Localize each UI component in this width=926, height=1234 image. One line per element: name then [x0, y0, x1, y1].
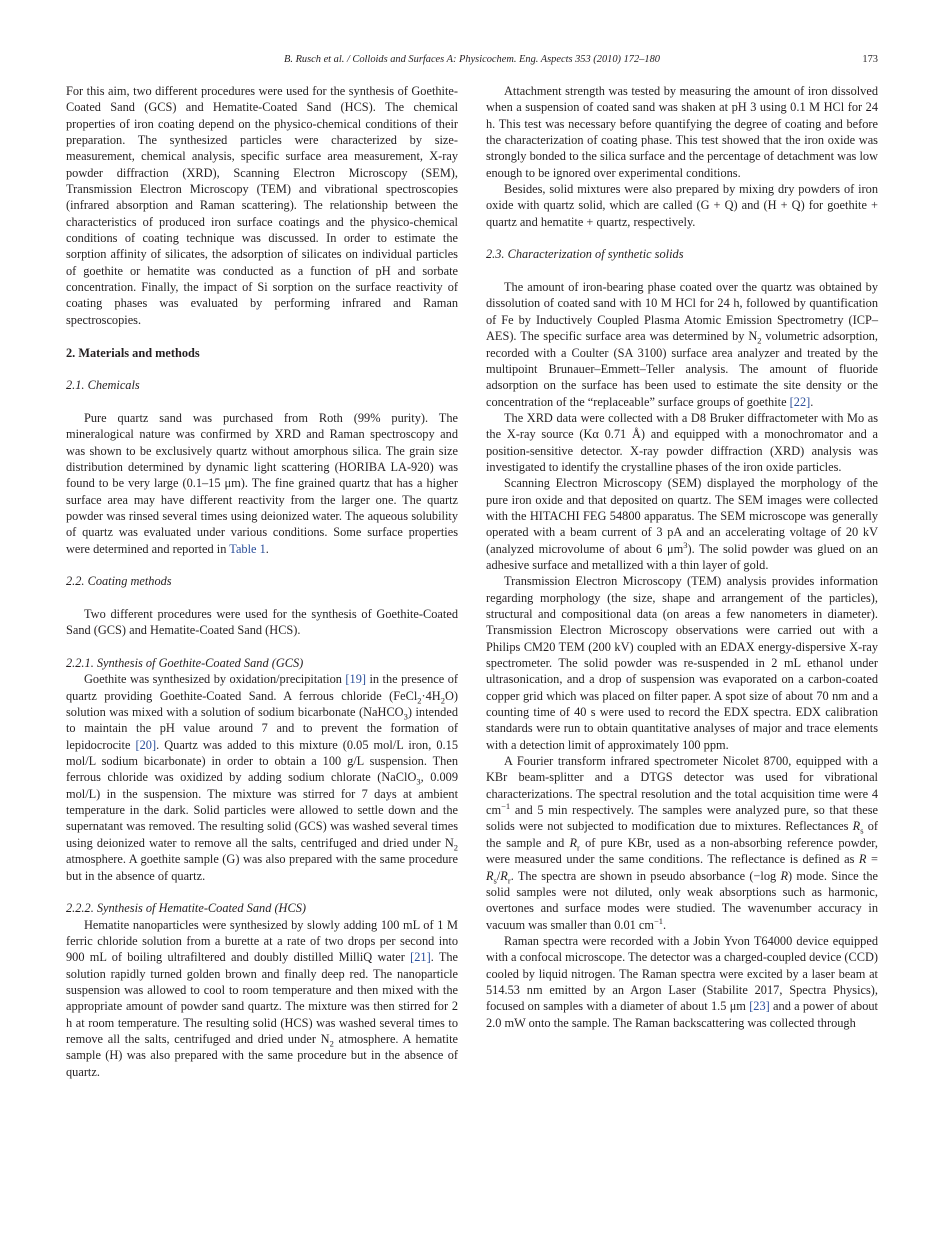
chemicals-paragraph: Pure quartz sand was purchased from Roth (99% purity). The mineralogical nature was confirmed by XRD and Raman spectroscopy and was shown to be exclusively quartz without amorphous silica. The grain size distribution determined by dynamic light scattering (HORIBA LA-920) was found to be very large (0.1–15 μm). The fine grained quartz that has a higher surface area may have different reactivity from the larger one. The quartz powder was rinsed several times using deionized water. The aqueous solubility of quartz was evaluated under various conditions. Some surface properties were determined and reported in Table 1. [66, 410, 458, 556]
ref-22-link[interactable]: [22] [789, 394, 811, 409]
gcs-paragraph: Goethite was synthesized by oxidation/precipitation [19] in the presence of quartz providing Goethite-Coated Sand. A ferrous chloride $(FeCl_2\cdot 4H_2O)$ solution was mixed with a solution of sodium bicarbonate (NaHCO$_3$) intended to maintain the pH value around 7 and to prevent the formation of lepidocrocite [20]. Quartz was added to this mixture (0.05 mol/L iron, 0.15 mol/L sodium bicarbonate) in order to obtain a 100 g/L suspension. Then ferrous chloride was oxidized by adding sodium chlorate (NaClO$_3$, 0.009 mol/L) in the suspension. The mixture was stirred for 7 days at ambient temperature in the dark. Solid particles were allowed to settle down and the supernatant was removed. The resulting solid (GCS) was washed several times using deionized water to remove all the salts, centrifuged and dried under $N_2$ atmosphere. A goethite sample (G) was also prepared with the same procedure but in the absence of quartz. [66, 672, 459, 883]
table-1-link[interactable]: Table 1 [229, 541, 266, 556]
attachment-paragraph: Attachment strength was tested by measuring the amount of iron dissolved when a suspension of coated sand was shaken at pH 3 using 0.1 M HCl for 24 h. This test was necessary before quantifying the degree of coating and before the characterization of coating phase. This test showed that the iron oxide was strongly bonded to the silica surface and the percentage of detachment was low enough to be ignored over experimental conditions. [486, 84, 878, 180]
xrd-paragraph: The XRD data were collected with a D8 Bruker diffractometer with Mo as the X-ray source (Kα 0.71 Å) and equipped with a monochromator and a position-sensitive detector. X-ray powder diffraction (XRD) analysis was investigated to identify the crystalline phases of the iron oxide particles. [486, 410, 878, 474]
subsection-heading-hcs: 2.2.2. Synthesis of Hematite-Coated Sand (HCS) [66, 901, 306, 916]
running-header [66, 54, 878, 70]
raman-paragraph: Raman spectra were recorded with a Jobin Yvon T64000 device equipped with a confocal microscope. The detector was a charged-coupled device (CCD) cooled by liquid nitrogen. The Raman spectra were excited by a laser beam at 514.53 nm emitted by an Argon Laser (Stabilite 2017, Spectra Physics), focused on samples with a diameter of about 1.5 μm [23] and a power of about 2.0 mW onto the sample. The Raman backscattering was collected through [486, 933, 878, 1030]
page-number: 173 [862, 54, 878, 65]
characterization-paragraph: The amount of iron-bearing phase coated over the quartz was obtained by dissolution of coated sand with 10 M HCl for 24 h, followed by quantification of Fe by Inductively Coupled Plasma Atomic Emission Spectrometry (ICP–AES). The specific surface area was determined by $N_2$ volumetric adsorption, recorded with a Coulter (SA 3100) surface area analyzer and treated by the multipoint Brunauer–Emmett–Teller analysis. The amount of fluoride adsorption on the surface has been used to estimate the site density or the concentration of the “replaceable” surface groups of goethite [22]. [486, 280, 878, 409]
mixtures-paragraph: Besides, solid mixtures were also prepared by mixing dry powders of iron oxide with quartz solid, which are called (G + Q) and (H + Q) for goethite + quartz and hematite + quartz, respectively. [486, 182, 878, 229]
subsection-heading-chemicals: 2.1. Chemicals [66, 378, 140, 393]
sem-paragraph: Scanning Electron Microscopy (SEM) displayed the morphology of the pure iron oxide and that deposited on quartz. The SEM images were collected with the HITACHI FEG 54800 apparatus. The SEM microscope was generally operated with a beam current of 3 pA and an accelerating voltage of 20 kV (analyzed microvolume of about 6 $\mu m^3$). The solid powder was glued on an adhesive surface and metallized with a thin layer of gold. [486, 476, 878, 572]
subsection-heading-characterization: 2.3. Characterization of synthetic solids [486, 247, 684, 262]
ref-21-link[interactable]: [21] [410, 950, 431, 965]
tem-paragraph: Transmission Electron Microscopy (TEM) analysis provides information regarding morphology (the size, shape and arrangement of the particles), structural and compositional data (on areas a few nanometers in diameter). Transmission Electron Microscopy observations were carried out with a Philips CM20 TEM (200 kV) coupled with an EDAX energy-dispersive X-ray spectrometer. The solid powder was re-suspended in 2 mL ethanol under ultrasonication, and a drop of suspension was evaporated on a carbon-coated copper grid which was placed on filter paper. A spot size of about 70 nm and a counting time of 40 s were used to record the EDX spectra. EDX calibration standards were run to obtain quantitative analyses of major and trace elements with a detection limit of approximately 100 ppm. [486, 574, 878, 752]
ref-20-link[interactable]: [20] [135, 737, 157, 752]
intro-paragraph: For this aim, two different procedures were used for the synthesis of Goethite-Coated Sand (GCS) and Hematite-Coated Sand (HCS). The chemical properties of iron coating depend on the physico-chemical conditions of their preparation. The synthesized particles were characterized by size-measurement, chemical analysis, specific surface area measurement, X-ray powder diffraction (XRD), Scanning Electron Microscopy (SEM), Transmission Electron Microscopy (TEM) and vibrational spectroscopies (infrared absorption and Raman scattering). The relationship between the characteristics of produced iron surface coatings and the physico-chemical conditions of coating technique was discussed. In order to estimate the sorption affinity of silicates, the adsorption of silicates on individual particles of goethite or hematite was conducted as a function of pH and sorbate concentration. Finally, the impact of Si sorption on the surface reactivity of coating phases was evaluated by performing infrared and Raman spectroscopies. [66, 84, 458, 327]
subsection-heading-gcs: 2.2.1. Synthesis of Goethite-Coated Sand (GCS) [66, 656, 304, 671]
journal-citation: B. Rusch et al. / Colloids and Surfaces A: Physicochem. Eng. Aspects 353 (2010) 172–180 [284, 54, 660, 65]
section-heading-materials-methods: 2. Materials and methods [66, 345, 200, 360]
ref-23-link[interactable]: [23] [749, 999, 770, 1014]
subsection-heading-coating-methods: 2.2. Coating methods [66, 574, 172, 589]
right-column [486, 83, 878, 1031]
ftir-paragraph: A Fourier transform infrared spectrometer Nicolet 8700, equipped with a KBr beam-splitter and a DTGS detector was used for vibrational characterizations. The spectral resolution and the total acquisition time were 4 $cm^{-1}$ and 5 min respectively. The samples were analyzed pure, so that these solids were not subjected to modification due to mixtures. Reflectances $R_s$ of the sample and $R_r$ of pure KBr, used as a non-absorbing reference powder, were measured under the same conditions. The reflectance is defined as $R = R_s/R_r$. The spectra are shown in pseudo absorbance (−log R) mode. Since the solid samples were not diluted, only weak absorptions such as harmonic, overtones and surface modes were studied. The wavenumber accuracy in vacuum was smaller than 0.01 $cm^{-1}$. [486, 754, 879, 932]
ref-19-link[interactable]: [19] [345, 672, 366, 687]
left-column [66, 83, 458, 1080]
hcs-paragraph: Hematite nanoparticles were synthesized by slowly adding 100 mL of 1 M ferric chloride solution from a burette at a rate of two drops per second into 900 mL of boiling ultrafiltered and doubly distilled MilliQ water [21]. The solution rapidly turned golden brown and finally deep red. The nanoparticle suspension was allowed to cool to room temperature and then mixed with the appropriate amount of powder sand quartz. The mixture was then stirred for 2 h at room temperature. The resulting solid (HCS) was washed several times to remove all the salts, centrifuged and dried under $N_2$ atmosphere. A hematite sample (H) was also prepared with the same procedure but in the absence of quartz. [66, 917, 459, 1079]
coating-paragraph: Two different procedures were used for the synthesis of Goethite-Coated Sand (GCS) and Hematite-Coated Sand (HCS). [66, 607, 458, 638]
